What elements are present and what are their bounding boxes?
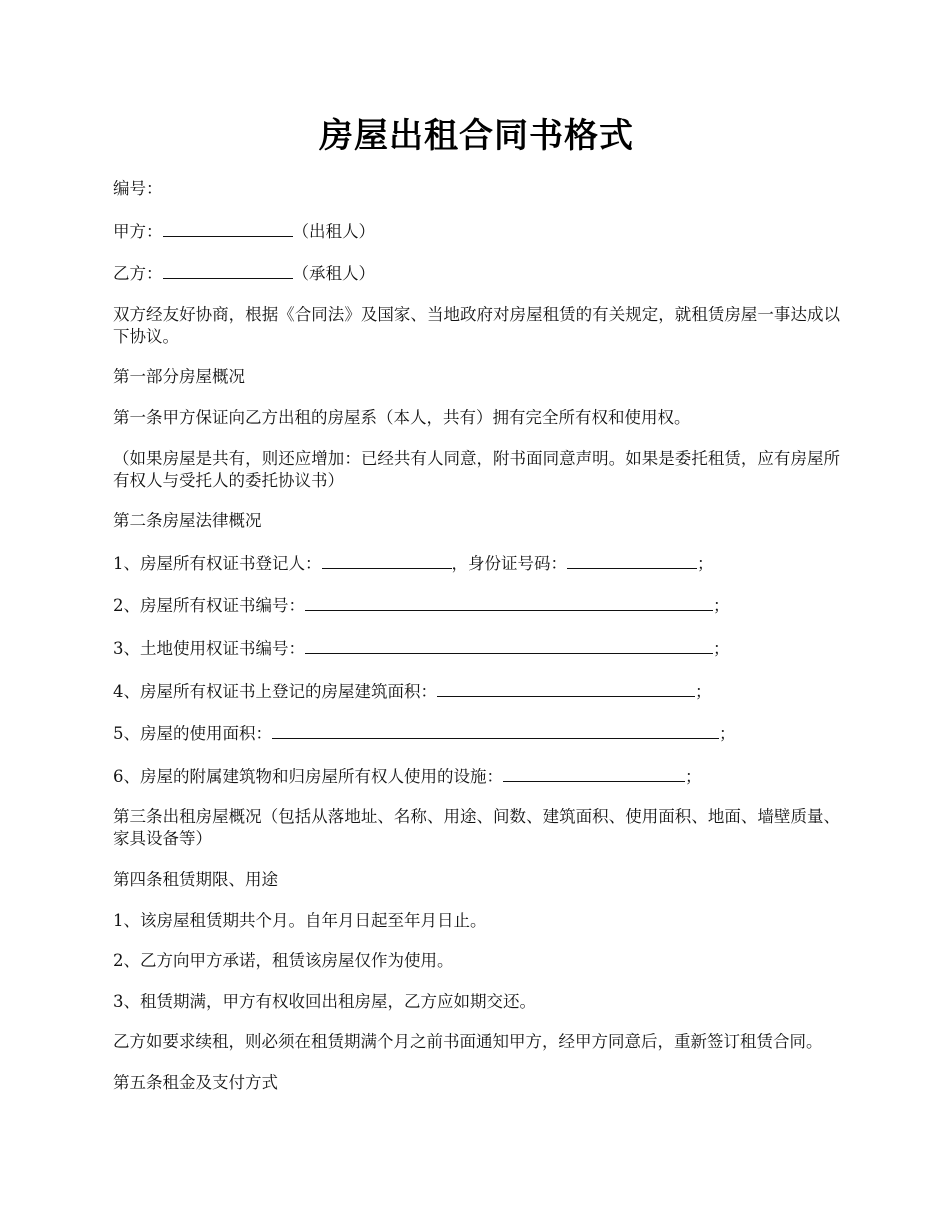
party-a-line xyxy=(113,219,840,243)
party-b-role: （承租人） xyxy=(292,264,375,284)
article-four-item-three: 3、租赁期满，甲方有权收回出租房屋，乙方应如期交还。 xyxy=(113,991,536,1011)
article-one: 第一条甲方保证向乙方出租的房屋系（本人，共有）拥有完全所有权和使用权。 xyxy=(113,407,691,427)
item-five-line xyxy=(113,721,840,745)
item-three-end: ； xyxy=(713,638,730,658)
article-four-item-one: 1、该房屋租赁期共个月。自年月日起至年月日止。 xyxy=(113,910,487,930)
item-four-label: 4、房屋所有权证书上登记的房屋建筑面积： xyxy=(113,681,437,701)
item-one-end: ； xyxy=(697,553,714,573)
renewal-paragraph: 乙方如要求续租，则必须在租赁期满个月之前书面通知甲方，经甲方同意后，重新签订租赁合同。 xyxy=(113,1032,823,1052)
party-b-label: 乙方： xyxy=(113,264,163,284)
item-six-label: 6、房屋的附属建筑物和归房屋所有权人使用的设施： xyxy=(113,766,503,786)
item-three-label: 3、土地使用权证书编号： xyxy=(113,638,305,658)
id-number-blank[interactable] xyxy=(567,551,697,569)
item-four-end: ； xyxy=(695,681,712,701)
party-a-label: 甲方： xyxy=(113,221,163,241)
article-five-heading: 第五条租金及支付方式 xyxy=(113,1072,278,1092)
article-one-note: （如果房屋是共有，则还应增加：已经共有人同意，附书面同意声明。如果是委托租赁，应有房屋所有权人与受托人的委托协议书） xyxy=(113,448,840,490)
item-five-label: 5、房屋的使用面积： xyxy=(113,724,272,744)
item-one-label: 1、房屋所有权证书登记人： xyxy=(113,553,322,573)
article-four-item-two: 2、乙方向甲方承诺，租赁该房屋仅作为使用。 xyxy=(113,951,454,971)
intro-paragraph: 双方经友好协商，根据《合同法》及国家、当地政府对房屋租赁的有关规定，就租赁房屋一事达成以下协议。 xyxy=(113,304,840,346)
article-two-heading: 第二条房屋法律概况 xyxy=(113,511,262,531)
item-four-line xyxy=(113,679,840,703)
item-two-label: 2、房屋所有权证书编号： xyxy=(113,596,305,616)
item-six-end: ； xyxy=(685,766,702,786)
part-one-heading: 第一部分房屋概况 xyxy=(113,367,245,387)
owner-name-blank[interactable] xyxy=(322,551,452,569)
article-four-heading: 第四条租赁期限、用途 xyxy=(113,869,278,889)
land-cert-blank[interactable] xyxy=(305,636,713,654)
ownership-cert-blank[interactable] xyxy=(305,593,713,611)
item-six-line xyxy=(113,764,840,788)
article-three: 第三条出租房屋概况（包括从落地址、名称、用途、间数、建筑面积、使用面积、地面、墙壁质量、家具设备等） xyxy=(113,807,840,849)
contract-number-label: 编号： xyxy=(113,179,163,198)
item-two-line xyxy=(113,593,840,617)
item-five-end: ； xyxy=(719,724,736,744)
party-a-role: （出租人） xyxy=(292,221,375,241)
contract-number-line xyxy=(113,178,840,200)
item-two-end: ； xyxy=(713,596,730,616)
id-number-label: ，身份证号码： xyxy=(451,553,567,573)
party-a-blank[interactable] xyxy=(163,219,293,237)
facilities-blank[interactable] xyxy=(503,764,685,782)
item-one-line xyxy=(113,551,840,575)
party-b-blank[interactable] xyxy=(163,261,293,279)
document-body xyxy=(113,178,840,1094)
usable-area-blank[interactable] xyxy=(272,721,719,739)
item-three-line xyxy=(113,636,840,660)
party-b-line xyxy=(113,261,840,285)
building-area-blank[interactable] xyxy=(437,679,695,697)
document-title: 房屋出租合同书格式 xyxy=(319,116,634,156)
